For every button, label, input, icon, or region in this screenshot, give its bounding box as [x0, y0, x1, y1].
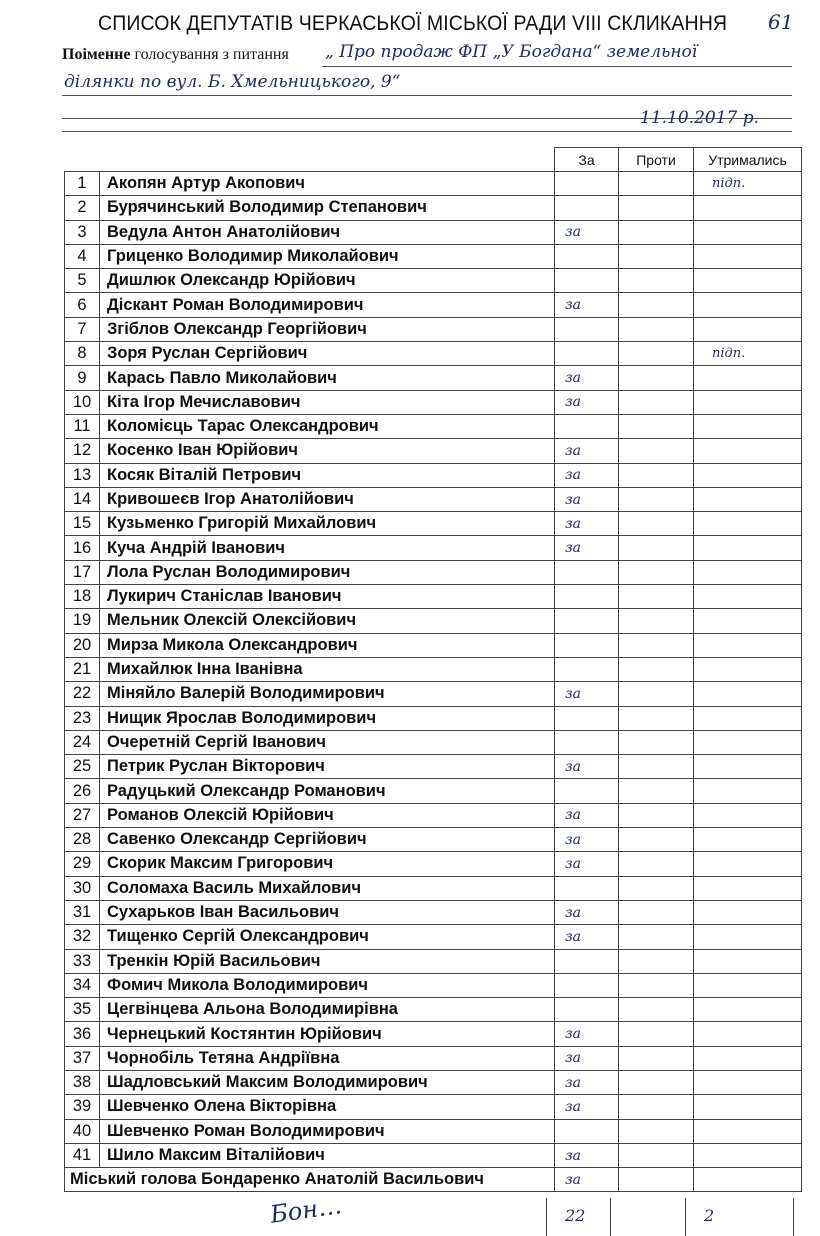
table-row	[65, 1095, 802, 1119]
row-number: 22	[65, 682, 100, 706]
handwritten-mark: за	[565, 831, 581, 848]
vote-za-cell	[555, 366, 619, 390]
vote-proty-cell	[619, 1022, 694, 1046]
table-row	[65, 463, 802, 487]
row-number: 2	[65, 196, 100, 220]
vote-za-cell	[555, 244, 619, 268]
vote-za-cell	[555, 852, 619, 876]
deputy-name: Діскант Роман Володимирович	[100, 293, 555, 317]
vote-za-cell	[555, 414, 619, 438]
table-row	[65, 244, 802, 268]
row-number: 28	[65, 828, 100, 852]
deputy-name: Карась Павло Миколайович	[100, 366, 555, 390]
vote-utrymalys-cell	[694, 512, 802, 536]
row-number: 23	[65, 706, 100, 730]
table-row	[65, 1143, 802, 1167]
table-row	[65, 949, 802, 973]
subject-label	[62, 46, 289, 64]
deputy-name: Міняйло Валерій Володимирович	[100, 682, 555, 706]
vote-utrymalys-cell	[694, 949, 802, 973]
deputy-name: Очеретній Сергій Іванович	[100, 730, 555, 754]
vote-za-cell	[555, 172, 619, 196]
deputy-name: Цегвінцева Альона Володимирівна	[100, 998, 555, 1022]
total-utrymalys: 2	[704, 1206, 715, 1225]
deputy-name: Зоря Руслан Сергійович	[100, 342, 555, 366]
mayor-name: Міський голова Бондаренко Анатолій Васильович	[65, 1168, 555, 1192]
deputy-name: Тищенко Сергій Олександрович	[100, 925, 555, 949]
vote-proty-cell	[619, 779, 694, 803]
vote-za-cell	[555, 1022, 619, 1046]
vote-za-cell	[555, 512, 619, 536]
vote-utrymalys-cell	[694, 682, 802, 706]
row-number: 30	[65, 876, 100, 900]
vote-utrymalys-cell	[694, 1022, 802, 1046]
underline-2	[62, 95, 792, 96]
vote-za-cell	[555, 487, 619, 511]
vote-proty-cell	[619, 220, 694, 244]
row-number: 19	[65, 609, 100, 633]
vote-proty-cell	[619, 730, 694, 754]
deputy-name: Кузьменко Григорій Михайлович	[100, 512, 555, 536]
table-row	[65, 609, 802, 633]
vote-proty-cell	[619, 1143, 694, 1167]
vote-utrymalys-cell	[694, 706, 802, 730]
table-row	[65, 293, 802, 317]
row-number: 33	[65, 949, 100, 973]
table-row	[65, 803, 802, 827]
deputy-name: Романов Олексій Юрійович	[100, 803, 555, 827]
vote-utrymalys-cell	[694, 876, 802, 900]
handwritten-mark: за	[565, 1026, 581, 1043]
handwritten-mark: за	[565, 904, 581, 921]
vote-utrymalys-cell	[694, 414, 802, 438]
handwritten-mark: підп.	[712, 176, 746, 192]
deputy-name: Шило Максим Віталійович	[100, 1143, 555, 1167]
vote-za-cell	[555, 657, 619, 681]
row-number: 36	[65, 1022, 100, 1046]
vote-za-cell	[555, 439, 619, 463]
table-row	[65, 1046, 802, 1070]
deputy-name: Гриценко Володимир Миколайович	[100, 244, 555, 268]
row-number: 27	[65, 803, 100, 827]
vote-proty-cell	[619, 414, 694, 438]
handwritten-mark: за	[565, 491, 581, 508]
table-row	[65, 560, 802, 584]
vote-za-cell	[555, 828, 619, 852]
total-za: 22	[565, 1206, 586, 1225]
vote-za-cell	[555, 682, 619, 706]
vote-utrymalys-cell	[694, 730, 802, 754]
vote-za-cell	[555, 1095, 619, 1119]
vote-proty-cell	[619, 342, 694, 366]
header-proty: Проти	[619, 148, 694, 172]
row-number: 16	[65, 536, 100, 560]
vote-utrymalys-cell	[694, 293, 802, 317]
row-number: 10	[65, 390, 100, 414]
table-row	[65, 1119, 802, 1143]
row-number: 39	[65, 1095, 100, 1119]
table-row	[65, 779, 802, 803]
vote-proty-cell	[619, 244, 694, 268]
table-row	[65, 536, 802, 560]
signature: Бон…	[268, 1191, 344, 1229]
vote-proty-cell	[619, 293, 694, 317]
vote-utrymalys-cell	[694, 803, 802, 827]
handwritten-mark: за	[565, 855, 581, 872]
deputy-name: Коломієць Тарас Олександрович	[100, 414, 555, 438]
vote-za-cell	[555, 633, 619, 657]
vote-proty-cell	[619, 1095, 694, 1119]
table-row	[65, 585, 802, 609]
vote-za-cell	[555, 730, 619, 754]
handwritten-mark: за	[565, 515, 581, 532]
deputy-name: Згіблов Олександр Георгійович	[100, 317, 555, 341]
vote-za-cell	[555, 706, 619, 730]
table-header-row	[65, 148, 802, 172]
vote-za-cell	[555, 342, 619, 366]
row-number: 18	[65, 585, 100, 609]
handwritten-mark: за	[565, 442, 581, 459]
vote-proty-cell	[619, 512, 694, 536]
table-row	[65, 706, 802, 730]
handwritten-mark: за	[565, 928, 581, 945]
deputy-name: Шевченко Роман Володимирович	[100, 1119, 555, 1143]
vote-proty-cell	[619, 1070, 694, 1094]
deputy-name: Михайлюк Інна Іванівна	[100, 657, 555, 681]
page-number: 61	[768, 10, 794, 34]
vote-utrymalys-cell	[694, 925, 802, 949]
table-row	[65, 1070, 802, 1094]
vote-utrymalys-cell	[694, 342, 802, 366]
row-number: 12	[65, 439, 100, 463]
vote-utrymalys-cell	[694, 1046, 802, 1070]
vote-utrymalys-cell	[694, 828, 802, 852]
vote-proty-cell	[619, 949, 694, 973]
vote-za-cell	[555, 196, 619, 220]
row-number: 40	[65, 1119, 100, 1143]
vote-utrymalys-cell	[694, 900, 802, 924]
vote-utrymalys-cell	[694, 973, 802, 997]
row-number: 3	[65, 220, 100, 244]
vote-utrymalys-cell	[694, 1119, 802, 1143]
handwritten-mark: за	[565, 467, 581, 484]
vote-utrymalys-cell	[694, 755, 802, 779]
vote-proty-cell	[619, 1119, 694, 1143]
document-title: СПИСОК ДЕПУТАТІВ ЧЕРКАСЬКОЇ МІСЬКОЇ РАДИ VIII СКЛИКАННЯ	[98, 12, 728, 35]
deputy-name: Шевченко Олена Вікторівна	[100, 1095, 555, 1119]
subject-label-rest: голосування з питання	[130, 46, 289, 63]
table-row	[65, 220, 802, 244]
deputy-name: Ведула Антон Анатолійович	[100, 220, 555, 244]
vote-utrymalys-cell	[694, 269, 802, 293]
vote-za-cell	[555, 925, 619, 949]
table-row	[65, 487, 802, 511]
vote-utrymalys-cell	[694, 585, 802, 609]
table-row	[65, 657, 802, 681]
row-number: 4	[65, 244, 100, 268]
row-number: 41	[65, 1143, 100, 1167]
handwritten-mark: за	[565, 1050, 581, 1067]
vote-proty-cell	[619, 1046, 694, 1070]
vote-utrymalys-cell	[694, 1168, 802, 1192]
deputy-name: Скорик Максим Григорович	[100, 852, 555, 876]
handwritten-mark: за	[565, 758, 581, 775]
row-number: 24	[65, 730, 100, 754]
vote-proty-cell	[619, 852, 694, 876]
vote-utrymalys-cell	[694, 439, 802, 463]
vote-utrymalys-cell	[694, 1070, 802, 1094]
deputy-name: Косяк Віталій Петрович	[100, 463, 555, 487]
total-za-cell	[546, 1198, 611, 1236]
row-number: 6	[65, 293, 100, 317]
vote-proty-cell	[619, 536, 694, 560]
vote-proty-cell	[619, 706, 694, 730]
deputy-name: Косенко Іван Юрійович	[100, 439, 555, 463]
vote-utrymalys-cell	[694, 1143, 802, 1167]
vote-utrymalys-cell	[694, 390, 802, 414]
deputy-name: Кривошеєв Ігор Анатолійович	[100, 487, 555, 511]
subject-line-2: ділянки по вул. Б. Хмельницького, 9“	[64, 72, 401, 92]
vote-za-cell	[555, 317, 619, 341]
vote-za-cell	[555, 973, 619, 997]
vote-proty-cell	[619, 585, 694, 609]
row-number: 5	[65, 269, 100, 293]
deputy-name: Бурячинський Володимир Степанович	[100, 196, 555, 220]
vote-utrymalys-cell	[694, 1095, 802, 1119]
vote-za-cell	[555, 949, 619, 973]
table-row	[65, 196, 802, 220]
handwritten-mark: за	[565, 1171, 581, 1188]
handwritten-mark: за	[565, 224, 581, 241]
vote-proty-cell	[619, 1168, 694, 1192]
deputy-name: Мельник Олексій Олексійович	[100, 609, 555, 633]
vote-proty-cell	[619, 487, 694, 511]
handwritten-mark: за	[565, 1147, 581, 1164]
handwritten-mark: за	[565, 394, 581, 411]
vote-utrymalys-cell	[694, 317, 802, 341]
vote-za-cell	[555, 536, 619, 560]
vote-utrymalys-cell	[694, 779, 802, 803]
row-number: 1	[65, 172, 100, 196]
row-number: 26	[65, 779, 100, 803]
deputy-name: Нищик Ярослав Володимирович	[100, 706, 555, 730]
vote-za-cell	[555, 463, 619, 487]
handwritten-mark: за	[565, 1074, 581, 1091]
vote-za-cell	[555, 876, 619, 900]
vote-za-cell	[555, 779, 619, 803]
table-row	[65, 269, 802, 293]
vote-za-cell	[555, 1046, 619, 1070]
signing-date: 11.10.2017 р.	[640, 108, 760, 128]
handwritten-mark: підп.	[712, 346, 746, 362]
vote-proty-cell	[619, 876, 694, 900]
row-number: 32	[65, 925, 100, 949]
table-row	[65, 1022, 802, 1046]
vote-utrymalys-cell	[694, 487, 802, 511]
row-number: 17	[65, 560, 100, 584]
header-utrymalys: Утримались	[694, 148, 802, 172]
deputy-name: Лола Руслан Володимирович	[100, 560, 555, 584]
vote-utrymalys-cell	[694, 463, 802, 487]
deputy-name: Мирза Микола Олександрович	[100, 633, 555, 657]
deputy-name: Лукирич Станіслав Іванович	[100, 585, 555, 609]
deputy-name: Чорнобіль Тетяна Андріївна	[100, 1046, 555, 1070]
vote-proty-cell	[619, 900, 694, 924]
deputy-name: Петрик Руслан Вікторович	[100, 755, 555, 779]
table-row	[65, 852, 802, 876]
vote-za-cell	[555, 1070, 619, 1094]
table-row	[65, 390, 802, 414]
deputy-name: Чернецький Костянтин Юрійович	[100, 1022, 555, 1046]
total-utrymalys-cell	[685, 1198, 794, 1236]
vote-za-cell	[555, 1119, 619, 1143]
vote-za-cell	[555, 293, 619, 317]
vote-utrymalys-cell	[694, 998, 802, 1022]
row-number: 7	[65, 317, 100, 341]
mayor-row	[65, 1168, 802, 1192]
vote-za-cell	[555, 390, 619, 414]
vote-utrymalys-cell	[694, 560, 802, 584]
vote-proty-cell	[619, 560, 694, 584]
row-number: 21	[65, 657, 100, 681]
vote-proty-cell	[619, 609, 694, 633]
table-row	[65, 172, 802, 196]
table-row	[65, 755, 802, 779]
table-row	[65, 682, 802, 706]
row-number: 15	[65, 512, 100, 536]
table-row	[65, 366, 802, 390]
handwritten-mark: за	[565, 370, 581, 387]
vote-za-cell	[555, 560, 619, 584]
vote-utrymalys-cell	[694, 852, 802, 876]
vote-proty-cell	[619, 390, 694, 414]
vote-za-cell	[555, 755, 619, 779]
vote-proty-cell	[619, 172, 694, 196]
table-row	[65, 900, 802, 924]
vote-za-cell	[555, 1168, 619, 1192]
row-number: 38	[65, 1070, 100, 1094]
vote-za-cell	[555, 803, 619, 827]
table-row	[65, 730, 802, 754]
vote-proty-cell	[619, 973, 694, 997]
vote-utrymalys-cell	[694, 220, 802, 244]
deputy-name: Соломаха Василь Михайлович	[100, 876, 555, 900]
vote-proty-cell	[619, 439, 694, 463]
deputy-name: Савенко Олександр Сергійович	[100, 828, 555, 852]
table-row	[65, 973, 802, 997]
underline-4	[62, 131, 792, 132]
row-number: 20	[65, 633, 100, 657]
subject-label-bold: Поіменне	[62, 46, 131, 63]
vote-proty-cell	[619, 657, 694, 681]
table-row	[65, 633, 802, 657]
row-number: 34	[65, 973, 100, 997]
vote-proty-cell	[619, 828, 694, 852]
vote-proty-cell	[619, 925, 694, 949]
handwritten-mark: за	[565, 685, 581, 702]
deputy-name: Радуцький Олександр Романович	[100, 779, 555, 803]
deputy-name: Кіта Ігор Мечиславович	[100, 390, 555, 414]
vote-utrymalys-cell	[694, 366, 802, 390]
vote-table	[64, 147, 802, 1192]
row-number: 25	[65, 755, 100, 779]
table-row	[65, 512, 802, 536]
handwritten-mark: за	[565, 297, 581, 314]
vote-proty-cell	[619, 633, 694, 657]
row-number: 29	[65, 852, 100, 876]
vote-proty-cell	[619, 998, 694, 1022]
deputy-name: Сухарьков Іван Васильович	[100, 900, 555, 924]
row-number: 9	[65, 366, 100, 390]
header-za: За	[555, 148, 619, 172]
underline-1	[322, 66, 792, 67]
row-number: 14	[65, 487, 100, 511]
deputy-name: Куча Андрій Іванович	[100, 536, 555, 560]
table-row	[65, 317, 802, 341]
vote-proty-cell	[619, 317, 694, 341]
table-row	[65, 414, 802, 438]
deputy-name: Дишлюк Олександр Юрійович	[100, 269, 555, 293]
row-number: 11	[65, 414, 100, 438]
row-number: 31	[65, 900, 100, 924]
vote-proty-cell	[619, 463, 694, 487]
table-row	[65, 925, 802, 949]
vote-za-cell	[555, 585, 619, 609]
handwritten-mark: за	[565, 807, 581, 824]
table-row	[65, 876, 802, 900]
vote-utrymalys-cell	[694, 196, 802, 220]
vote-za-cell	[555, 220, 619, 244]
table-row	[65, 998, 802, 1022]
vote-proty-cell	[619, 682, 694, 706]
vote-za-cell	[555, 609, 619, 633]
vote-proty-cell	[619, 755, 694, 779]
row-number: 8	[65, 342, 100, 366]
row-number: 35	[65, 998, 100, 1022]
vote-za-cell	[555, 269, 619, 293]
vote-utrymalys-cell	[694, 657, 802, 681]
vote-utrymalys-cell	[694, 536, 802, 560]
table-row	[65, 439, 802, 463]
vote-za-cell	[555, 900, 619, 924]
handwritten-mark: за	[565, 1098, 581, 1115]
vote-za-cell	[555, 1143, 619, 1167]
deputy-name: Фомич Микола Володимирович	[100, 973, 555, 997]
vote-proty-cell	[619, 196, 694, 220]
vote-za-cell	[555, 998, 619, 1022]
deputy-name: Акопян Артур Акопович	[100, 172, 555, 196]
deputy-name: Шадловський Максим Володимирович	[100, 1070, 555, 1094]
vote-utrymalys-cell	[694, 244, 802, 268]
row-number: 13	[65, 463, 100, 487]
row-number: 37	[65, 1046, 100, 1070]
handwritten-mark: за	[565, 540, 581, 557]
table-row	[65, 828, 802, 852]
vote-utrymalys-cell	[694, 633, 802, 657]
vote-proty-cell	[619, 803, 694, 827]
vote-proty-cell	[619, 269, 694, 293]
vote-proty-cell	[619, 366, 694, 390]
subject-line-1: „ Про продаж ФП „У Богдана“ земельної	[325, 42, 698, 62]
header-blank	[65, 148, 555, 172]
vote-utrymalys-cell	[694, 609, 802, 633]
table-row	[65, 342, 802, 366]
vote-utrymalys-cell	[694, 172, 802, 196]
deputy-name: Тренкін Юрій Васильович	[100, 949, 555, 973]
